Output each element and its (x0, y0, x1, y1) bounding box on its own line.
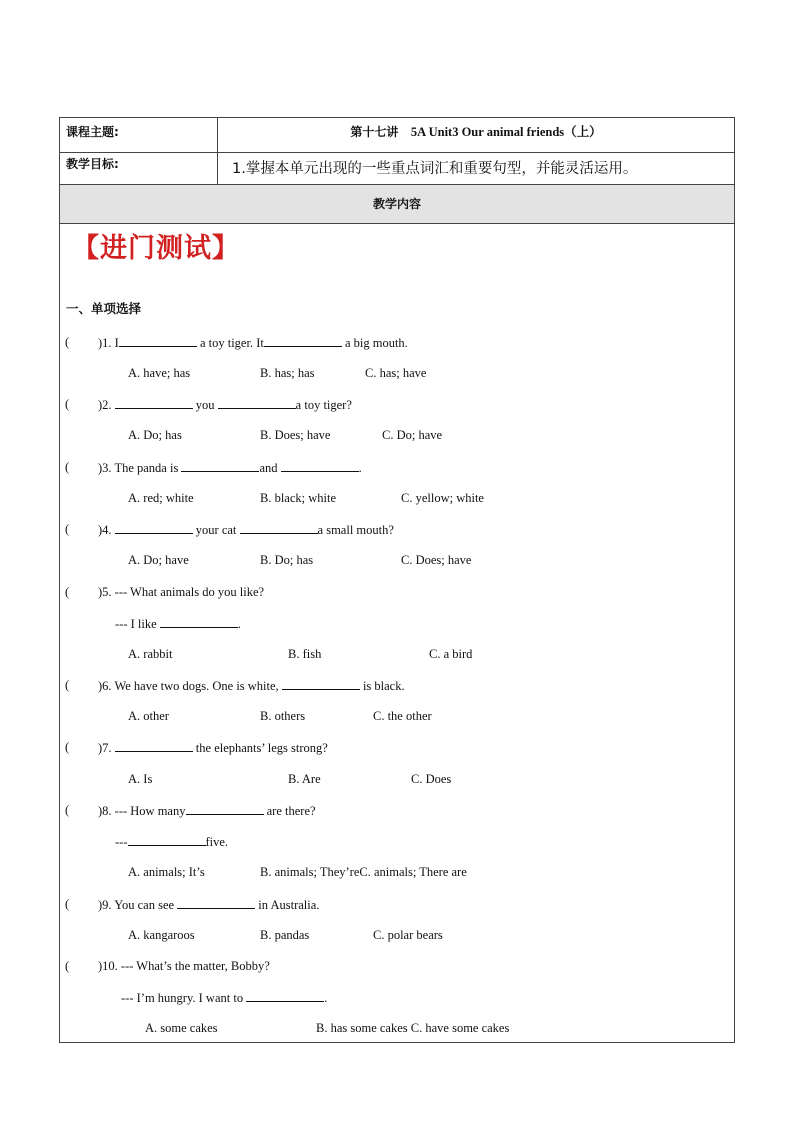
question-text: --- I like (115, 617, 160, 631)
question-number: )7. (98, 741, 115, 755)
answer-paren[interactable]: ( (65, 897, 70, 911)
answer-blank[interactable] (240, 521, 318, 534)
question-text: you (192, 398, 218, 412)
question-text: . (324, 991, 328, 1005)
question-text: --- How many (114, 804, 186, 818)
question-text: I (114, 336, 119, 350)
question-text: We have two dogs. One is white, (114, 679, 282, 693)
answer-paren[interactable]: ( (65, 803, 70, 817)
answer-paren[interactable]: ( (65, 522, 70, 536)
question-text: a toy tiger? (295, 398, 352, 412)
answer-option[interactable]: C. polar bears (373, 928, 443, 942)
answer-option[interactable]: C. has; have (365, 366, 427, 380)
answer-option[interactable]: B. fish (288, 647, 322, 661)
question-number: )2. (98, 398, 115, 412)
section-title: 一、单项选择 (66, 301, 142, 316)
question-body (98, 958, 270, 974)
question-text: the elephants’ legs strong? (192, 741, 328, 755)
question-number: )5. (98, 585, 115, 599)
answer-option[interactable]: C. a bird (429, 647, 473, 661)
answer-option[interactable]: C. Does; have (401, 553, 472, 567)
question-text: five. (205, 835, 229, 849)
answer-option[interactable]: C. the other (373, 709, 432, 723)
question-text: . (237, 617, 241, 631)
question-response-line (115, 833, 228, 850)
question-text: --- What animals do you like? (114, 585, 265, 599)
goal-row (60, 153, 734, 185)
question-body (98, 739, 328, 756)
question-text: --- I’m hungry. I want to (121, 991, 247, 1005)
lesson-sheet (59, 117, 735, 1043)
question-number: )3. (98, 461, 115, 475)
answer-option[interactable]: B. animals; They’reC. animals; There are (260, 865, 467, 879)
question-body (98, 521, 394, 538)
answer-blank[interactable] (160, 615, 238, 628)
answer-blank[interactable] (218, 396, 296, 409)
question-number: )8. (98, 804, 115, 818)
answer-paren[interactable]: ( (65, 460, 70, 474)
answer-option[interactable]: A. Is (128, 772, 153, 786)
question-text: You can see (114, 898, 178, 912)
answer-option[interactable]: A. some cakes (145, 1021, 218, 1035)
question-response-line (115, 615, 241, 632)
topic-title (218, 118, 734, 146)
answer-option[interactable]: A. Do; has (128, 428, 182, 442)
question-number: )6. (98, 679, 115, 693)
topic-label: 课程主题: (60, 118, 218, 152)
answer-paren[interactable]: ( (65, 585, 70, 599)
answer-paren[interactable]: ( (65, 397, 70, 411)
question-text: . (358, 461, 362, 475)
question-body (98, 334, 408, 351)
question-body (98, 396, 352, 413)
answer-option[interactable]: B. Do; has (260, 553, 314, 567)
answer-blank[interactable] (115, 739, 193, 752)
answer-option[interactable]: C. Do; have (382, 428, 443, 442)
question-text: your cat (192, 523, 240, 537)
content-label: 教学内容 (372, 197, 421, 211)
answer-option[interactable]: A. have; has (128, 366, 191, 380)
question-text: and (259, 461, 281, 475)
answer-option[interactable]: C. yellow; white (401, 491, 484, 505)
answer-blank[interactable] (264, 334, 342, 347)
question-number: )9. (98, 898, 115, 912)
question-text: --- (115, 835, 128, 849)
question-number: )10. (98, 959, 121, 973)
answer-option[interactable]: A. kangaroos (128, 928, 195, 942)
answer-option[interactable]: B. Are (288, 772, 321, 786)
answer-blank[interactable] (119, 334, 197, 347)
answer-blank[interactable] (186, 802, 264, 815)
lecture-number: 第十七讲 (350, 125, 399, 139)
answer-paren[interactable]: ( (65, 335, 70, 349)
answer-option[interactable]: A. other (128, 709, 169, 723)
goal-label: 教学目标: (60, 153, 218, 184)
answer-blank[interactable] (281, 459, 359, 472)
question-body (98, 459, 362, 476)
answer-blank[interactable] (246, 989, 324, 1002)
question-body (98, 802, 316, 819)
question-number: )1. (98, 336, 115, 350)
topic-row (60, 118, 734, 153)
question-body (98, 677, 405, 694)
entrance-test-title: 【进门测试】 (72, 233, 240, 264)
answer-paren[interactable]: ( (65, 678, 70, 692)
answer-option[interactable]: B. others (260, 709, 306, 723)
question-response-line (121, 989, 327, 1006)
question-text: The panda is (114, 461, 182, 475)
answer-option[interactable]: B. has some cakes C. have some cakes (316, 1021, 510, 1035)
answer-option[interactable]: B. black; white (260, 491, 337, 505)
question-text: in Australia. (255, 898, 320, 912)
answer-paren[interactable]: ( (65, 959, 70, 973)
unit-title: 5A Unit3 Our animal friends（上） (410, 125, 602, 139)
answer-blank[interactable] (115, 521, 193, 534)
answer-option[interactable]: C. Does (411, 772, 452, 786)
answer-option[interactable]: B. has; has (260, 366, 315, 380)
question-text: is black. (359, 679, 405, 693)
answer-paren[interactable]: ( (65, 740, 70, 754)
answer-option[interactable]: B. pandas (260, 928, 310, 942)
answer-blank[interactable] (177, 896, 255, 909)
question-text: are there? (263, 804, 316, 818)
question-text: --- What’s the matter, Bobby? (120, 959, 270, 973)
answer-option[interactable]: A. animals; It’s (128, 865, 205, 879)
question-body (98, 584, 264, 600)
question-text: a small mouth? (317, 523, 394, 537)
question-text: a toy tiger. It (196, 336, 264, 350)
content-header-row (60, 185, 734, 224)
answer-option[interactable]: B. Does; have (260, 428, 331, 442)
answer-blank[interactable] (282, 677, 360, 690)
answer-blank[interactable] (115, 396, 193, 409)
question-number: )4. (98, 523, 115, 537)
answer-option[interactable]: A. red; white (128, 491, 194, 505)
answer-option[interactable]: A. Do; have (128, 553, 189, 567)
question-body (98, 896, 319, 913)
answer-option[interactable]: A. rabbit (128, 647, 173, 661)
goal-text: 1.掌握本单元出现的一些重点词汇和重要句型，并能灵活运用。 (232, 161, 638, 177)
answer-blank[interactable] (181, 459, 259, 472)
answer-blank[interactable] (128, 833, 206, 846)
question-text: a big mouth. (341, 336, 408, 350)
